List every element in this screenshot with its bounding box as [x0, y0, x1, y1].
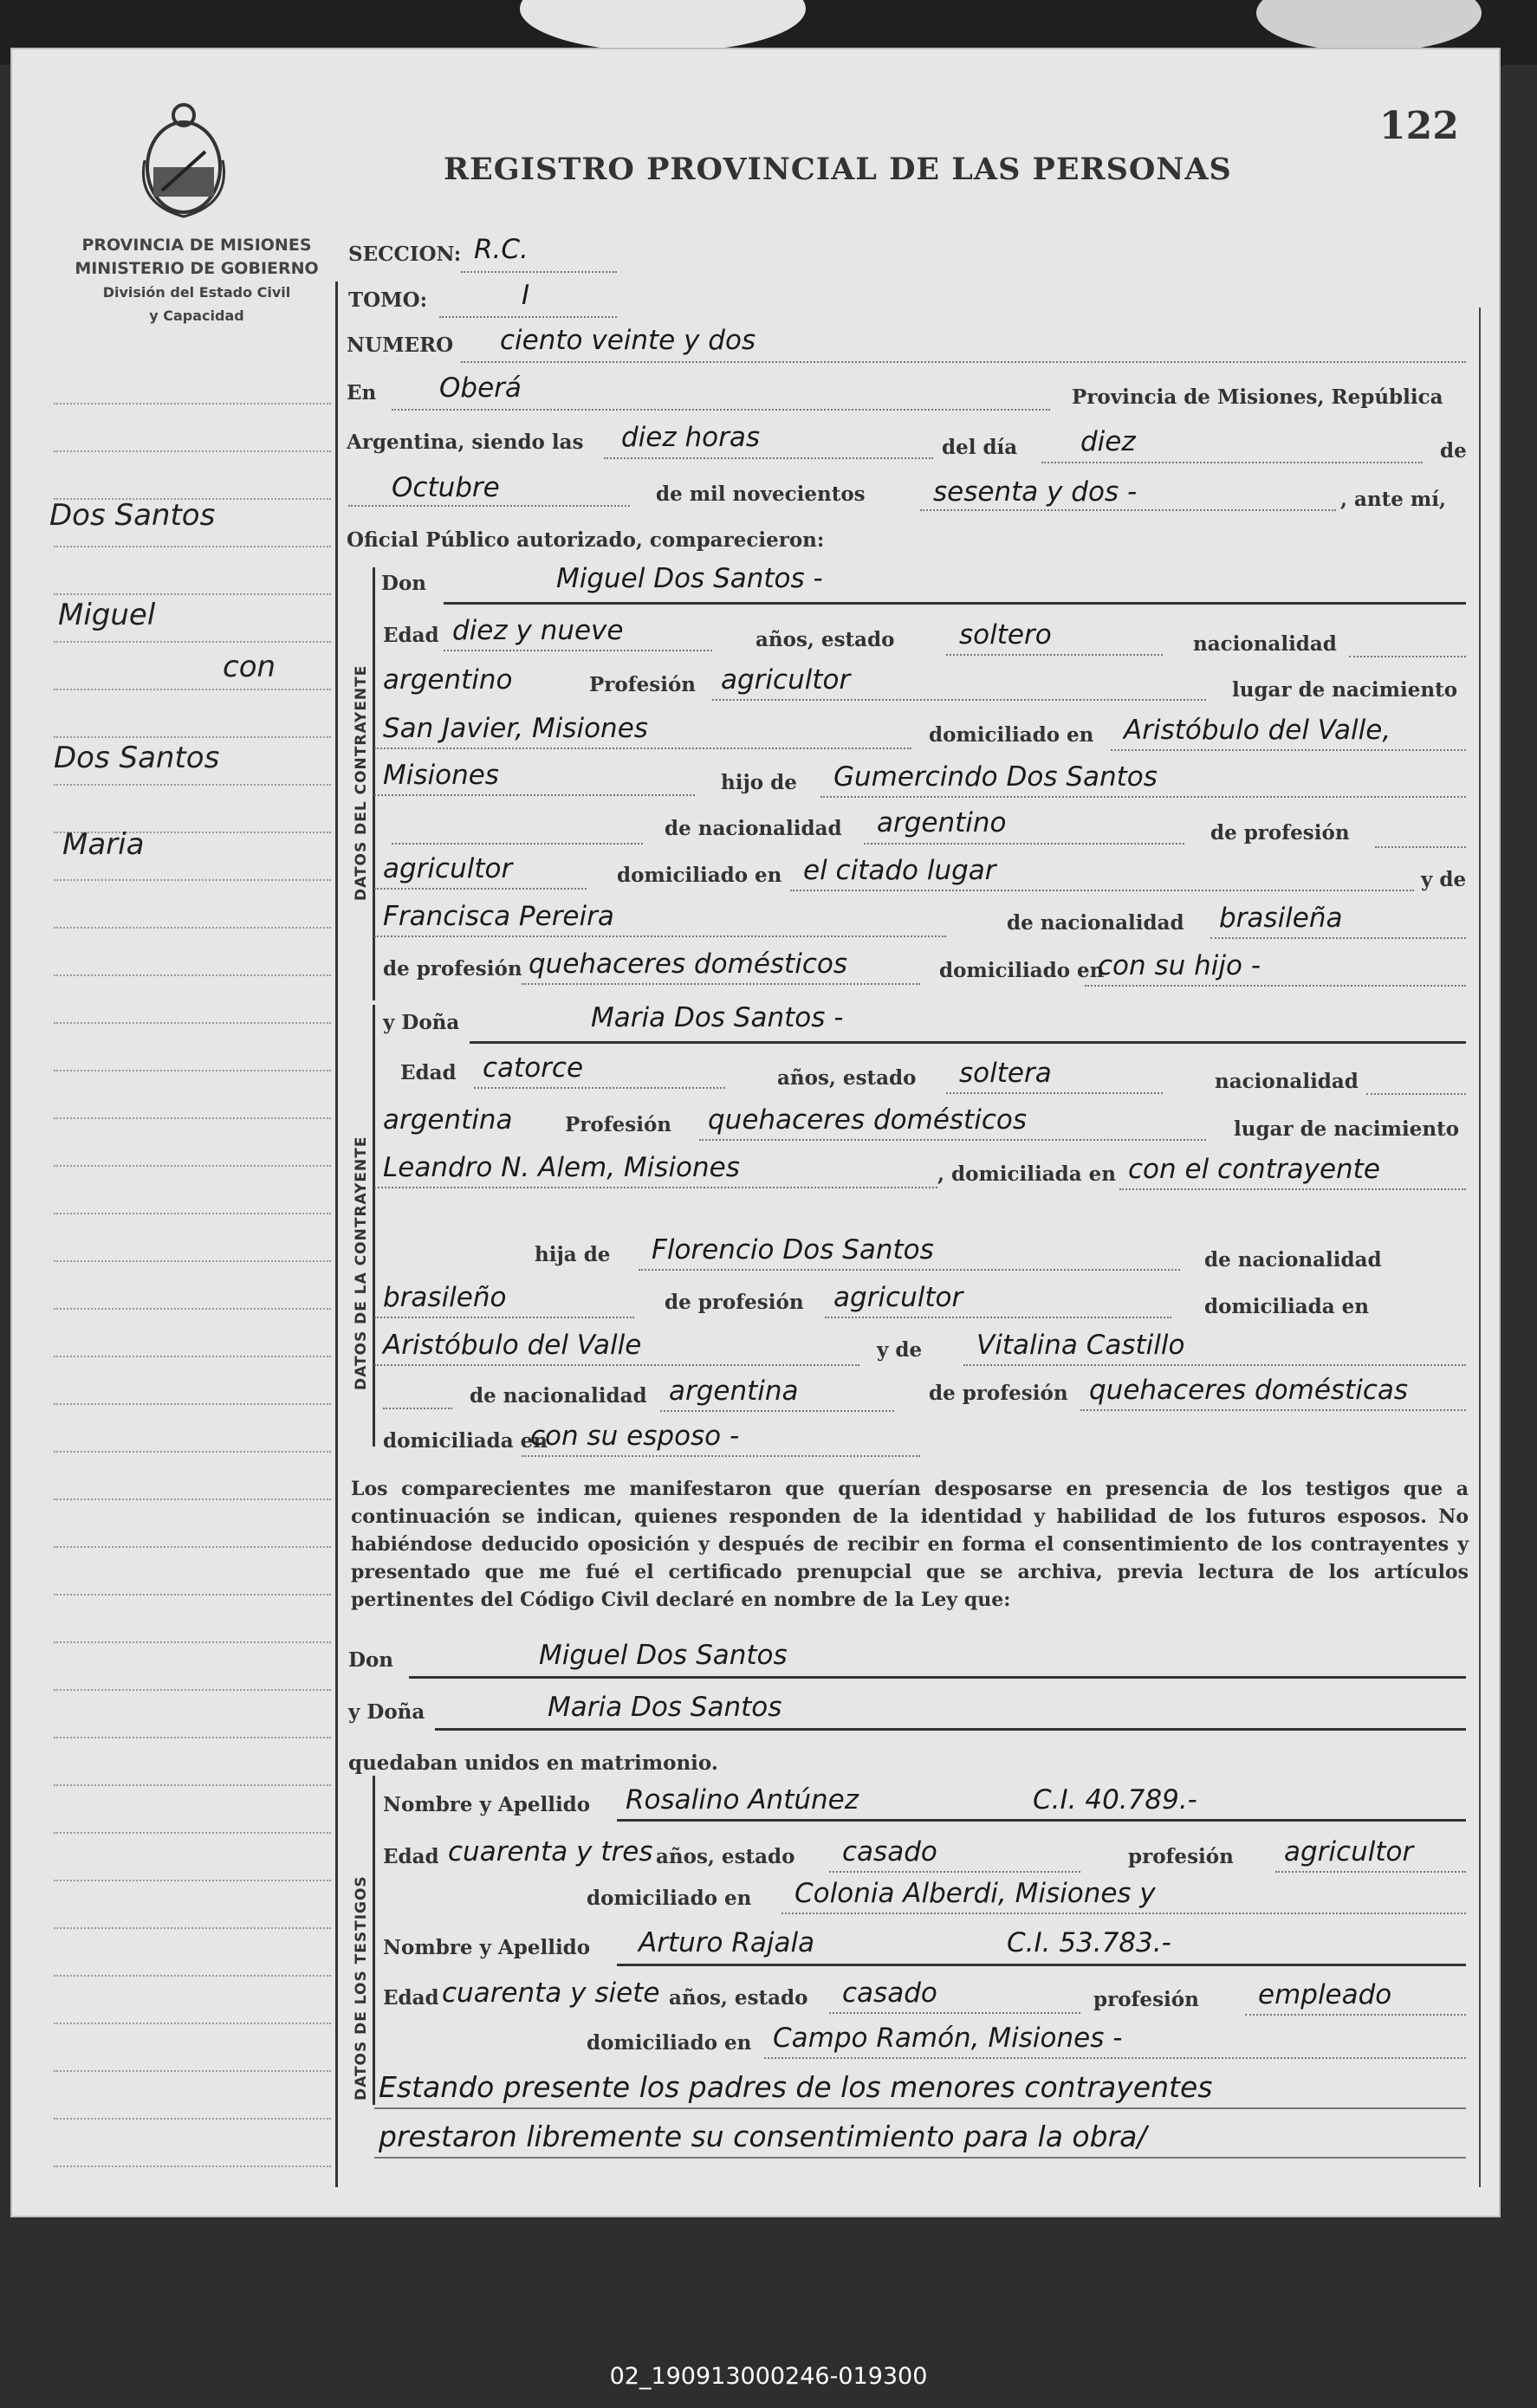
- anio-value: sesenta y dos -: [933, 476, 1138, 508]
- en-label: En: [347, 381, 377, 405]
- nombre-label: Nombre y Apellido: [383, 1936, 591, 1959]
- madre-prof-label: de profesión: [383, 957, 522, 981]
- bride-estado: soltera: [959, 1058, 1052, 1089]
- bride-father-profesion: agricultor: [833, 1282, 963, 1313]
- section-bracket: [373, 1776, 375, 2105]
- groom-domicilio-cont: Misiones: [383, 760, 499, 791]
- ante-text: , ante mí,: [1340, 488, 1446, 511]
- bride-father-domicilio: Aristóbulo del Valle: [383, 1330, 642, 1361]
- groom-mother-profesion: quehaceres domésticos: [529, 948, 847, 980]
- bride-edad: catorce: [483, 1052, 584, 1084]
- witness1-edad: cuarenta y tres: [448, 1836, 653, 1867]
- declared-bride: Maria Dos Santos: [548, 1692, 782, 1723]
- anios-label: años, estado: [669, 1986, 808, 2010]
- groom-domicilio: Aristóbulo del Valle,: [1124, 715, 1391, 746]
- margin-note-groom: Miguel: [58, 598, 156, 632]
- don-label: Don: [381, 572, 427, 595]
- dia-value: diez: [1080, 426, 1136, 457]
- anios-label: años, estado: [656, 1845, 795, 1868]
- padre-nac-label: de nacionalidad: [1204, 1248, 1382, 1272]
- edad-label: Edad: [383, 1845, 439, 1868]
- lugar-nacimiento-label: lugar de nacimiento: [1234, 1117, 1460, 1141]
- de-label: de: [1440, 439, 1467, 463]
- margin-note-surname: Dos Santos: [54, 741, 220, 775]
- profesion-label: profesión: [1093, 1988, 1199, 2011]
- madre-nac-label: de nacionalidad: [1007, 911, 1184, 935]
- bride-name: Maria Dos Santos -: [591, 1002, 844, 1033]
- margin-note-surname: Dos Santos: [49, 498, 216, 533]
- tomo-label: TOMO:: [348, 288, 428, 312]
- y-de-label: y de: [877, 1338, 923, 1362]
- witness2-profesion: empleado: [1258, 1979, 1392, 2010]
- tomo-value: I: [522, 280, 530, 311]
- edad-label: Edad: [400, 1061, 457, 1084]
- seccion-label: SECCION:: [348, 243, 462, 266]
- provincia-text: Provincia de Misiones, República: [1072, 385, 1443, 409]
- mil-text: de mil novecientos: [656, 482, 866, 506]
- section-label-contrayente: DATOS DEL CONTRAYENTE: [353, 664, 370, 901]
- de-profesion-label: de profesión: [1210, 821, 1350, 845]
- anios-label: años, estado: [756, 628, 895, 651]
- office-line: PROVINCIA DE MISIONES: [81, 236, 312, 255]
- domiciliado-label: domiciliado en: [929, 723, 1094, 747]
- page-title: REGISTRO PROVINCIAL DE LAS PERSONAS: [444, 152, 1232, 187]
- groom-mother: Francisca Pereira: [383, 901, 614, 932]
- declaration-paragraph: Los comparecientes me manifestaron que querían desposarse en presencia de los testigos que a continuación se indican, quienes responden de la identidad y habilidad de los futuros esposos. No habiéndose deducido oposición y después de recibir en forma el consentimiento de los contrayentes y presentado que me fué el certificado prenupcial que se archiva, previa lectura de los artículos pertinentes del Código Civil declaré en nombre de la Ley que:: [351, 1478, 1469, 1611]
- groom-father-profesion: agricultor: [383, 853, 513, 884]
- note-line-1: Estando presente los padres de los menores contrayentes: [379, 2070, 1213, 2104]
- register-page: [10, 48, 1501, 2217]
- section-bracket: [373, 1005, 375, 1447]
- padre-dom-label: domiciliado en: [617, 864, 782, 887]
- bride-profesion: quehaceres domésticos: [708, 1104, 1027, 1136]
- note-line-2: prestaron libremente su consentimiento para la obra/: [379, 2120, 1147, 2153]
- padre-dom-label: domiciliada en: [1204, 1295, 1369, 1318]
- argentina-text: Argentina, siendo las: [347, 430, 584, 454]
- witness1-name: Rosalino Antúnez: [626, 1784, 859, 1816]
- bride-domicilio: con el contrayente: [1128, 1154, 1380, 1185]
- groom-lugar-nacimiento: San Javier, Misiones: [383, 713, 648, 744]
- domiciliada-label: , domiciliada en: [937, 1162, 1116, 1186]
- groom-edad: diez y nueve: [452, 615, 624, 646]
- witness1-profesion: agricultor: [1284, 1836, 1414, 1867]
- unidos-text: quedaban unidos en matrimonio.: [348, 1751, 718, 1775]
- hora-value: diez horas: [621, 422, 760, 453]
- numero-label: NUMERO: [347, 333, 454, 357]
- page-number: 122: [1379, 104, 1459, 148]
- y-de-label: y de: [1421, 868, 1467, 891]
- bride-father: Florencio Dos Santos: [652, 1234, 934, 1265]
- groom-father-nacionalidad: argentino: [877, 807, 1007, 838]
- groom-name: Miguel Dos Santos -: [556, 563, 823, 594]
- dona-label: y Doña: [383, 1011, 460, 1034]
- madre-dom-label: domiciliada en: [383, 1429, 548, 1453]
- groom-father-domicilio: el citado lugar: [803, 855, 996, 886]
- bride-mother: Vitalina Castillo: [976, 1330, 1185, 1361]
- bride-mother-profesion: quehaceres domésticas: [1089, 1375, 1409, 1406]
- don-label: Don: [348, 1648, 394, 1672]
- edad-label: Edad: [383, 624, 439, 647]
- witness2-domicilio: Campo Ramón, Misiones -: [773, 2023, 1123, 2054]
- argentina-coat-of-arms-icon: [136, 100, 231, 221]
- profesion-label: Profesión: [589, 673, 697, 696]
- scan-identifier: 02_190913000246-019300: [609, 2363, 928, 2390]
- domiciliado-label: domiciliado en: [587, 2031, 752, 2055]
- anios-label: años, estado: [777, 1066, 917, 1090]
- bride-nacionalidad: argentina: [383, 1104, 513, 1136]
- madre-prof-label: de profesión: [929, 1382, 1068, 1405]
- nacionalidad-label: nacionalidad: [1215, 1070, 1359, 1093]
- oficial-text: Oficial Público autorizado, comparecieron:: [347, 528, 825, 552]
- groom-estado: soltero: [959, 619, 1052, 651]
- hijo-label: hijo de: [721, 771, 797, 794]
- groom-mother-domicilio: con su hijo -: [1098, 950, 1261, 981]
- padre-nac-label: de nacionalidad: [665, 817, 842, 840]
- edad-label: Edad: [383, 1986, 439, 2010]
- section-label-contrayenta: DATOS DE LA CONTRAYENTE: [353, 1136, 370, 1390]
- madre-nac-label: de nacionalidad: [470, 1384, 647, 1408]
- dona-label: y Doña: [348, 1700, 425, 1724]
- witness2-edad: cuarenta y siete: [442, 1978, 660, 2009]
- lugar-nacimiento-label: lugar de nacimiento: [1232, 678, 1458, 702]
- profesion-label: Profesión: [565, 1113, 672, 1136]
- witness2-name: Arturo Rajala: [639, 1927, 815, 1958]
- witness1-ci: C.I. 40.789.-: [1033, 1784, 1197, 1816]
- seccion-value: R.C.: [474, 234, 529, 265]
- office-line: División del Estado Civil: [102, 284, 291, 301]
- numero-value: ciento veinte y dos: [500, 325, 756, 356]
- mes-value: Octubre: [392, 472, 500, 503]
- de-profesion-label: de profesión: [665, 1291, 804, 1314]
- section-label-testigos: DATOS DE LOS TESTIGOS: [353, 1875, 370, 2101]
- groom-father: Gumercindo Dos Santos: [833, 761, 1158, 793]
- groom-mother-nacionalidad: brasileña: [1219, 903, 1343, 934]
- right-rule: [1479, 307, 1481, 2187]
- witness2-ci: C.I. 53.783.-: [1007, 1927, 1171, 1958]
- lugar-value: Oberá: [439, 372, 522, 404]
- nombre-label: Nombre y Apellido: [383, 1793, 591, 1816]
- declared-groom: Miguel Dos Santos: [539, 1640, 788, 1671]
- domiciliado-label: domiciliado en: [587, 1887, 752, 1910]
- del-dia-label: del día: [942, 436, 1018, 459]
- witness2-estado: casado: [842, 1978, 937, 2009]
- margin-note-con: con: [223, 650, 276, 684]
- column-divider: [335, 282, 338, 2187]
- witness1-estado: casado: [842, 1836, 937, 1867]
- bride-father-nacionalidad: brasileño: [383, 1282, 507, 1313]
- margin-note-bride: Maria: [62, 827, 145, 862]
- witness1-domicilio: Colonia Alberdi, Misiones y: [794, 1878, 1156, 1909]
- profesion-label: profesión: [1128, 1845, 1234, 1868]
- groom-profesion: agricultor: [721, 664, 851, 696]
- groom-nacionalidad: argentino: [383, 664, 513, 696]
- issuing-office: [45, 234, 348, 327]
- office-line: MINISTERIO DE GOBIERNO: [75, 259, 319, 278]
- madre-dom-label: domiciliado en: [939, 959, 1105, 982]
- office-line: y Capacidad: [149, 307, 244, 324]
- bride-lugar-nacimiento: Leandro N. Alem, Misiones: [383, 1152, 740, 1183]
- hija-label: hija de: [535, 1243, 611, 1266]
- bride-mother-nacionalidad: argentina: [669, 1376, 799, 1407]
- bride-mother-domicilio: con su esposo -: [530, 1421, 740, 1452]
- nacionalidad-label: nacionalidad: [1193, 632, 1337, 656]
